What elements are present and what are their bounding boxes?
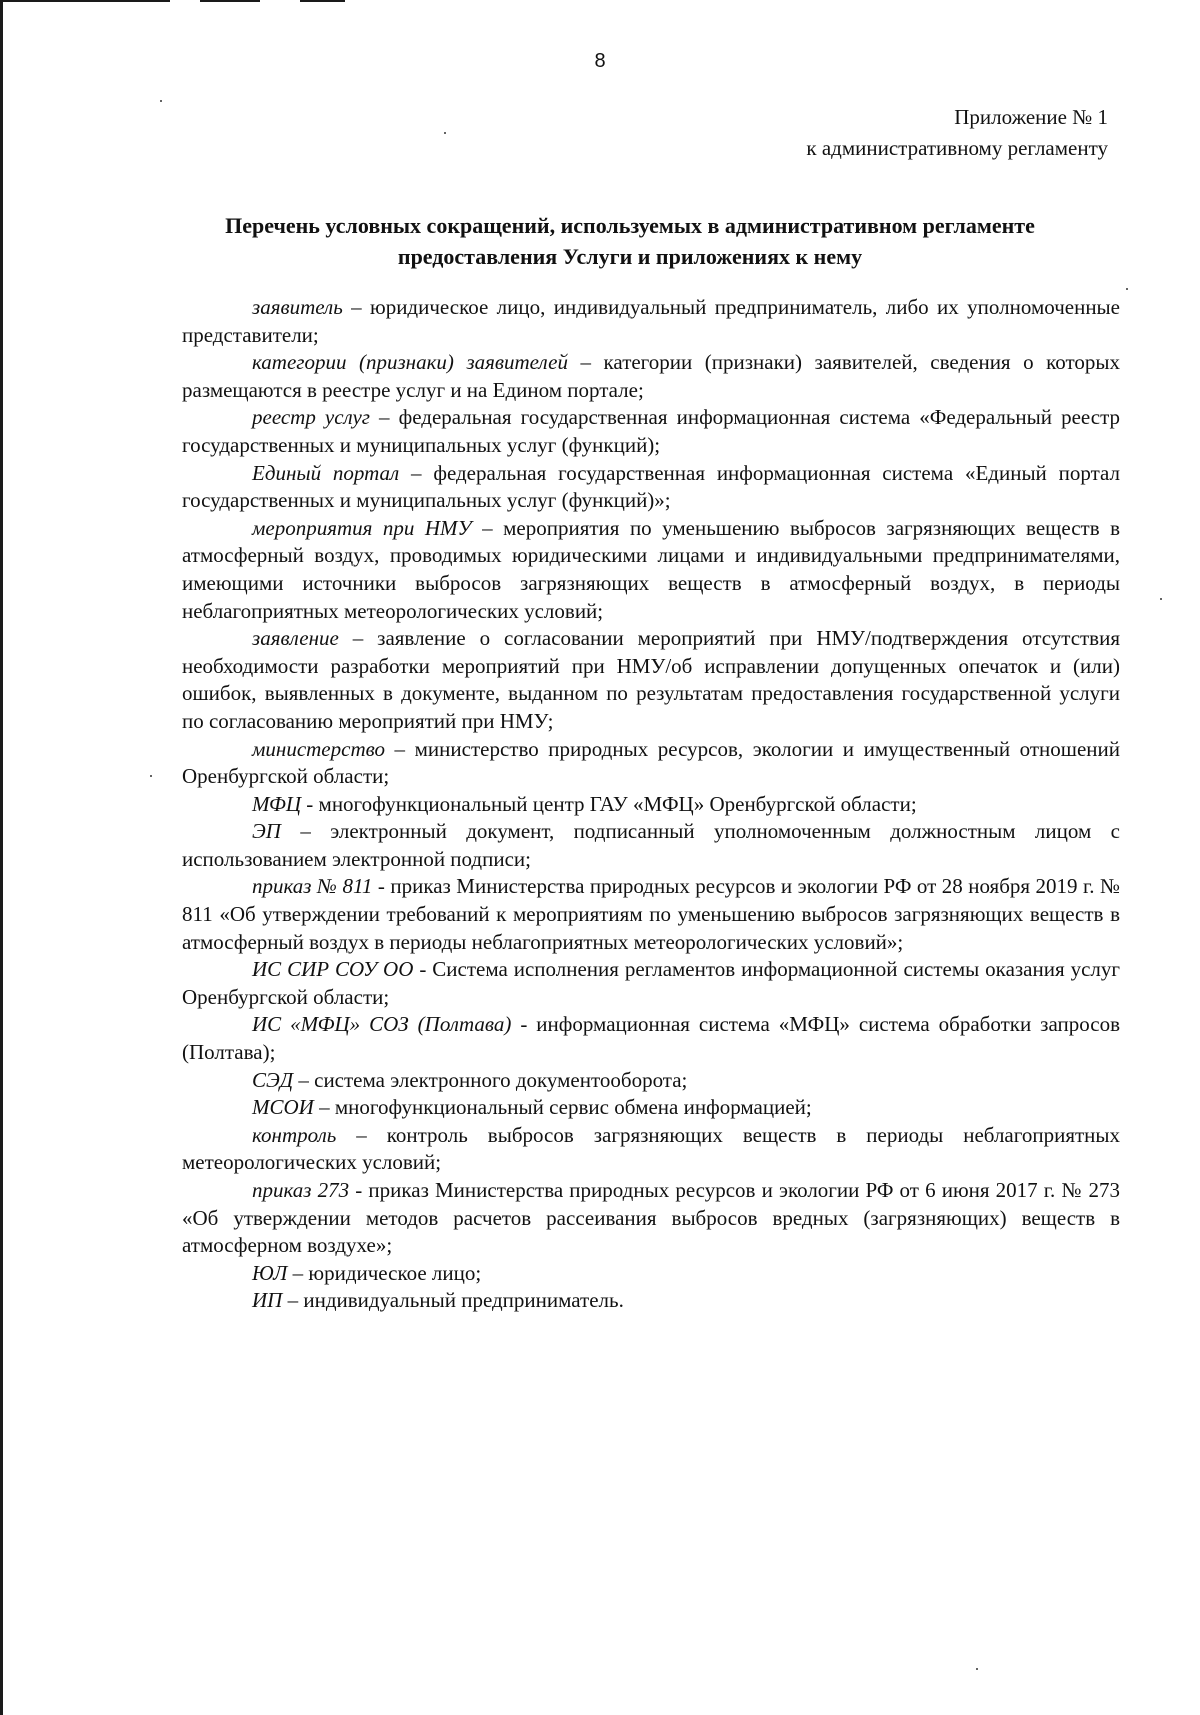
entry-term: приказ № 811 <box>252 874 373 899</box>
entry-definition: – многофункциональный сервис обмена информацией; <box>313 1095 812 1120</box>
title-line: предоставления Услуги и приложениях к нему <box>397 244 863 269</box>
entry-term: заявитель <box>252 295 343 319</box>
entry-definition: – категории (признаки) заявителей, сведения о которых размещаются в реестре услуг и на Едином портале; <box>182 350 1120 402</box>
entry-term: министерство <box>252 736 385 761</box>
scan-speck <box>976 1668 978 1670</box>
entry-definition: – федеральная государственная информационная система «Единый портал государственных и муниципальных услуг (функций)»; <box>182 460 1120 513</box>
entry-term: реестр услуг <box>252 405 370 430</box>
title-line: Перечень условных сокращений, используемых в административном регламенте <box>225 213 1035 238</box>
entry-term: СЭД <box>252 1067 294 1092</box>
entry-definition: – индивидуальный предприниматель. <box>282 1288 624 1313</box>
entry-definition: – федеральная государственная информационная система «Федеральный реестр государственных и муниципальных услуг (функций); <box>182 405 1121 457</box>
entry-term: контроль <box>252 1122 337 1147</box>
abbreviation-entry <box>182 791 1120 819</box>
abbreviation-entry <box>182 873 1120 956</box>
entry-definition: - многофункциональный центр ГАУ «МФЦ» Оренбургской области; <box>301 791 917 816</box>
entry-definition: – электронный документ, подписанный уполномоченным должностным лицом с использованием электронной подписи; <box>182 819 1120 871</box>
abbreviation-list <box>182 294 1120 1315</box>
abbreviation-entry <box>182 404 1120 459</box>
entry-definition: – министерство природных ресурсов, экологии и имущественный отношений Оренбургской области; <box>182 736 1120 789</box>
abbreviation-entry <box>182 515 1120 625</box>
abbreviation-entry <box>182 1094 1120 1122</box>
entry-term: Единый портал <box>252 460 400 485</box>
abbreviation-entry <box>182 1260 1120 1288</box>
entry-definition: - информационная система «МФЦ» система обработки запросов (Полтава); <box>182 1012 1120 1065</box>
entry-definition: – контроль выбросов загрязняющих веществ в периоды неблагоприятных метеорологических условий; <box>182 1122 1120 1175</box>
entry-term: ЮЛ <box>252 1260 288 1285</box>
scan-speck <box>1160 598 1162 600</box>
abbreviation-entry <box>182 956 1120 1011</box>
entry-definition: – юридическое лицо; <box>287 1260 482 1285</box>
scan-top-line <box>200 0 260 2</box>
entry-definition: – система электронного документооборота; <box>293 1067 688 1092</box>
abbreviation-entry <box>182 1122 1120 1177</box>
scan-top-line <box>300 0 345 2</box>
abbreviation-entry <box>182 625 1120 735</box>
appendix-line: к административному регламенту <box>806 136 1108 160</box>
abbreviation-entry <box>182 818 1120 873</box>
scan-speck <box>1126 288 1128 290</box>
abbreviation-entry <box>182 349 1120 404</box>
entry-term: ИС «МФЦ» СОЗ (Полтава) <box>252 1012 512 1037</box>
scan-speck <box>150 775 152 777</box>
abbreviation-entry <box>182 460 1120 515</box>
scan-top-line <box>0 0 170 2</box>
entry-term: МСОИ <box>252 1095 314 1120</box>
entry-definition: – мероприятия по уменьшению выбросов загрязняющих веществ в атмосферный воздух, проводимых юридическими лицами и индивидуальными предпринимателями, имеющими источники выбросов загрязняющих веществ в атмосферный воздух, в периоды неблагоприятных метеорологических условий; <box>182 515 1121 623</box>
scan-speck <box>444 132 446 134</box>
entry-term: заявление <box>252 626 339 651</box>
abbreviation-entry <box>182 736 1120 791</box>
entry-term: ЭП <box>252 819 281 844</box>
scan-edge <box>0 0 3 1715</box>
scan-speck <box>160 100 162 102</box>
document-title <box>150 210 1110 272</box>
entry-definition: – юридическое лицо, индивидуальный предприниматель, либо их уполномоченные представители; <box>182 295 1120 347</box>
entry-term: мероприятия при НМУ <box>252 515 472 540</box>
entry-term: ИП <box>252 1288 283 1313</box>
entry-term: категории (признаки) заявителей <box>252 350 568 375</box>
entry-term: приказ 273 <box>252 1178 350 1202</box>
entry-definition: - приказ Министерства природных ресурсов и экологии РФ от 6 июня 2017 г. № 273 «Об утверждении методов расчетов рассеивания выбросов вредных (загрязняющих) веществ в атмосферном воздухе»; <box>182 1178 1120 1258</box>
entry-definition: - приказ Министерства природных ресурсов и экологии РФ от 28 ноября 2019 г. № 811 «Об утверждении требований к мероприятиям по уменьшению выбросов загрязняющих веществ в атмосферный воздух в периоды неблагоприятных метеорологических условий»; <box>182 874 1120 954</box>
appendix-header <box>806 102 1108 164</box>
entry-definition: - Система исполнения регламентов информационной системы оказания услуг Оренбургской области; <box>182 957 1120 1009</box>
abbreviation-entry <box>182 294 1120 349</box>
abbreviation-entry <box>182 1287 1120 1315</box>
abbreviation-entry <box>182 1177 1120 1260</box>
page-number: 8 <box>594 50 606 72</box>
appendix-line: Приложение № 1 <box>954 105 1108 129</box>
entry-definition: – заявление о согласовании мероприятий при НМУ/подтверждения отсутствия необходимости разработки мероприятий при НМУ/об исправлении допущенных опечаток и (или) ошибок, выявленных в документе, выданном по результатам предоставления государственной услуги по согласованию мероприятий при НМУ; <box>182 626 1120 733</box>
abbreviation-entry <box>182 1067 1120 1095</box>
entry-term: МФЦ <box>252 791 302 816</box>
entry-term: ИС СИР СОУ ОО <box>252 957 414 982</box>
abbreviation-entry <box>182 1011 1120 1066</box>
